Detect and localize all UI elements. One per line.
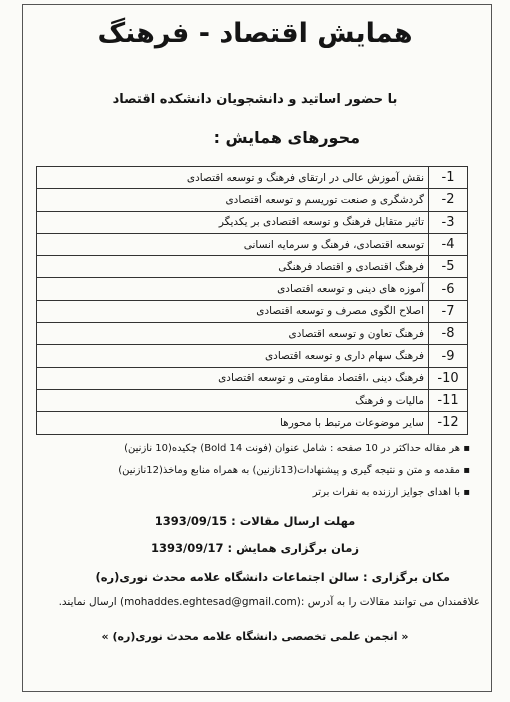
topic-text: اصلاح الگوی مصرف و توسعه اقتصادی	[37, 300, 429, 322]
topic-row	[37, 167, 468, 189]
poster-subtitle: با حضور اساتید و دانشجویان دانشکده اقتصاد	[112, 92, 398, 107]
deadline-text: مهلت ارسال مقالات : 1393/09/15	[154, 514, 356, 528]
topic-number: 8-	[429, 323, 468, 345]
topic-row	[37, 389, 468, 411]
topic-text: فرهنگ سهام داری و توسعه اقتصادی	[37, 345, 429, 367]
event-date-text: زمان برگزاری همایش : 1393/09/17	[151, 541, 359, 555]
topic-row	[37, 367, 468, 389]
poster-title: همایش اقتصاد - فرهنگ	[97, 18, 413, 49]
topic-text: تاثیر متقابل فرهنگ و توسعه اقتصادی بر یکدیگر	[37, 211, 429, 233]
topic-text: فرهنگ اقتصادی و اقتصاد فرهنگی	[37, 256, 429, 278]
note-text: مقدمه و متن و نتیجه گیری و پیشنهادات(13نازنین) به همراه منابع وماخذ(12نازنین)	[118, 465, 461, 476]
topic-text: فرهنگ دینی ،اقتصاد مقاومتی و توسعه اقتصادی	[37, 367, 429, 389]
note-item: ▪ مقدمه و متن و نتیجه گیری و پیشنهادات(13نازنین) به همراه منابع وماخذ(12نازنین)	[118, 465, 470, 476]
topic-number: 5-	[429, 256, 468, 278]
topics-table	[36, 166, 468, 435]
topic-row	[37, 300, 468, 322]
topic-text: مالیات و فرهنگ	[37, 389, 429, 411]
notes-list	[50, 438, 470, 504]
topic-text: نقش آموزش عالی در ارتقای فرهنگ و توسعه اقتصادی	[37, 167, 429, 189]
axes-heading: محورهای همایش :	[213, 128, 360, 147]
topic-row	[37, 256, 468, 278]
topic-row	[37, 211, 468, 233]
topic-number: 7-	[429, 300, 468, 322]
association-text: « انجمن علمی تخصصی دانشگاه علامه محدث نوری(ره) »	[101, 630, 409, 643]
topic-row	[37, 233, 468, 255]
topic-row	[37, 345, 468, 367]
topic-row	[37, 278, 468, 300]
topic-text: فرهنگ تعاون و توسعه اقتصادی	[37, 323, 429, 345]
topic-number: 2-	[429, 189, 468, 211]
topic-row	[37, 189, 468, 211]
submission-text: علاقمندان می توانند مقالات را به آدرس :(mohaddes.eghtesad@gmail.com) ارسال نمایند.	[58, 596, 480, 608]
topic-number: 11-	[429, 389, 468, 411]
topic-text: توسعه اقتصادی، فرهنگ و سرمایه انسانی	[37, 233, 429, 255]
topic-number: 12-	[429, 412, 468, 434]
topic-text: آموزه های دینی و توسعه اقتصادی	[37, 278, 429, 300]
venue-text: مکان برگزاری : سالن اجتماعات دانشگاه علامه محدث نوری(ره)	[95, 570, 450, 584]
topic-row	[37, 323, 468, 345]
topic-number: 10-	[429, 367, 468, 389]
topic-number: 1-	[429, 167, 468, 189]
topic-number: 9-	[429, 345, 468, 367]
topic-number: 6-	[429, 278, 468, 300]
note-text: با اهدای جوایز ارزنده به نفرات برتر	[312, 487, 461, 498]
note-item: ▪ هر مقاله حداکثر در 10 صفحه : شامل عنوان (فونت Bold 14) چکیده(10 نازنین)	[124, 443, 470, 454]
topic-row	[37, 412, 468, 434]
topic-text: سایر موضوعات مرتبط با محورها	[37, 412, 429, 434]
topic-number: 4-	[429, 233, 468, 255]
note-text: هر مقاله حداکثر در 10 صفحه : شامل عنوان (فونت Bold 14) چکیده(10 نازنین)	[124, 443, 461, 454]
topic-text: گردشگری و صنعت توریسم و توسعه اقتصادی	[37, 189, 429, 211]
note-item: ▪ با اهدای جوایز ارزنده به نفرات برتر	[312, 487, 470, 498]
topic-number: 3-	[429, 211, 468, 233]
